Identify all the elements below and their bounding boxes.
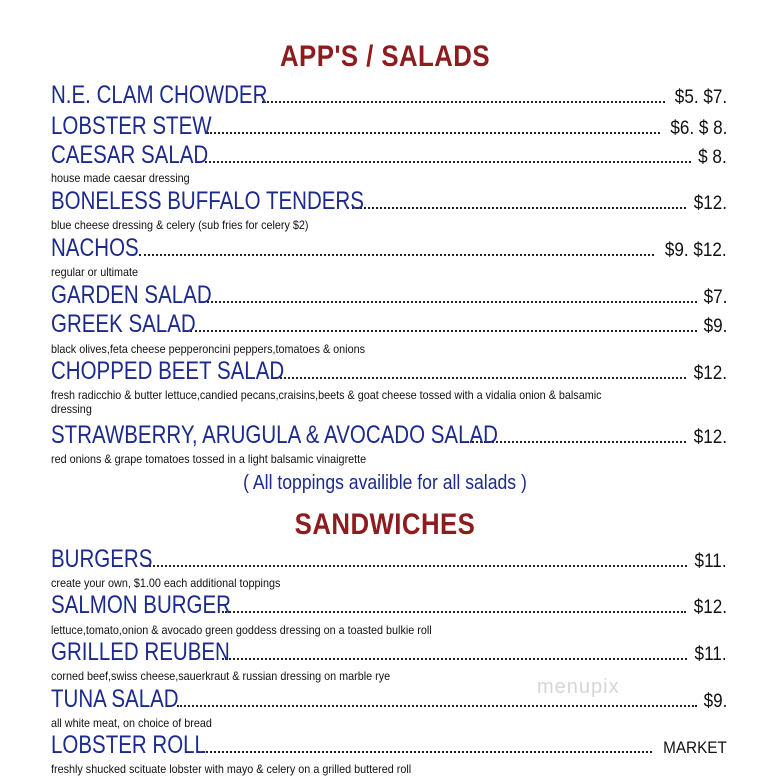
item-price: $12.: [693, 193, 727, 214]
item-name: LOBSTER ROLL: [51, 731, 206, 759]
item-price: $11.: [694, 644, 727, 665]
menu-item: [51, 141, 727, 171]
item-name: N.E. CLAM CHOWDER: [51, 81, 268, 109]
item-price: $12.: [693, 363, 727, 384]
menu-item: [51, 638, 727, 668]
menu-item: [51, 421, 727, 451]
item-description: regular or ultimate: [51, 265, 139, 279]
menu-item: [51, 731, 727, 761]
dot-leader: [467, 440, 686, 443]
item-description: fresh radicchio & butter lettuce,candied pecans,craisins,beets & goat cheese tossed with a vidalia onion & balsamic dressing: [51, 388, 602, 416]
item-name: GREEK SALAD: [51, 310, 196, 338]
menu-item: [51, 357, 727, 387]
item-price: $5. $7.: [674, 87, 727, 108]
item-price: $9. $12.: [665, 240, 727, 261]
dot-leader: [139, 253, 654, 256]
item-name: GRILLED REUBEN: [51, 638, 230, 666]
item-name: NACHOS: [51, 234, 139, 262]
item-description: corned beef,swiss cheese,sauerkraut & russian dressing on marble rye: [51, 669, 391, 683]
menu-item: [51, 112, 727, 142]
dot-leader: [222, 610, 686, 613]
item-name: LOBSTER STEW: [51, 112, 212, 140]
dot-leader: [177, 704, 697, 707]
item-description: lettuce,tomato,onion & avocado green goddess dressing on a toasted bulkie roll: [51, 623, 432, 637]
dot-leader: [207, 300, 697, 303]
dot-leader: [262, 100, 665, 103]
item-price: $7.: [703, 287, 727, 308]
item-description: create your own, $1.00 each additional toppings: [51, 576, 281, 590]
item-price: MARKET: [663, 738, 727, 757]
item-name: BONELESS BUFFALO TENDERS: [51, 187, 364, 215]
item-description: black olives,feta cheese pepperoncini peppers,tomatoes & onions: [51, 342, 366, 356]
item-description: freshly shucked scituate lobster with mayo & celery on a grilled buttered roll: [51, 762, 412, 776]
menu-item: [51, 591, 727, 621]
menu-item: [51, 81, 727, 111]
menu-item: [51, 685, 727, 715]
item-name: BURGERS: [51, 545, 153, 573]
dot-leader: [149, 564, 687, 567]
item-description: house made caesar dressing: [51, 171, 190, 185]
item-description: blue cheese dressing & celery (sub fries for celery $2): [51, 218, 309, 232]
item-price: $9.: [703, 316, 727, 337]
item-name: GARDEN SALAD: [51, 281, 212, 309]
item-name: CHOPPED BEET SALAD: [51, 357, 285, 385]
item-name: CAESAR SALAD: [51, 141, 209, 169]
dot-leader: [222, 657, 687, 660]
item-description: red onions & grape tomatoes tossed in a light balsamic vinaigrette: [51, 452, 367, 466]
item-price: $6. $ 8.: [669, 118, 727, 139]
menu-item: [51, 234, 727, 264]
dot-leader: [190, 329, 697, 332]
item-price: $12.: [693, 427, 727, 448]
dot-leader: [275, 376, 686, 379]
item-price: $9.: [703, 691, 727, 712]
item-name: STRAWBERRY, ARUGULA & AVOCADO SALAD: [51, 421, 498, 449]
menu-item: [51, 310, 727, 340]
item-price: $11.: [694, 551, 727, 572]
dot-leader: [207, 131, 660, 134]
menu-item: [51, 187, 727, 217]
item-price: $12.: [693, 597, 727, 618]
item-description: all white meat, on choice of bread: [51, 716, 212, 730]
menu-item: [51, 545, 727, 575]
apps-salads-heading: APP'S / SALADS: [279, 40, 491, 73]
watermark: menupix: [537, 676, 620, 698]
item-name: SALMON BURGER: [51, 591, 231, 619]
dot-leader: [197, 750, 652, 753]
item-name: TUNA SALAD: [51, 685, 179, 713]
toppings-note: ( All toppings availible for all salads ): [243, 472, 527, 494]
sandwiches-heading: SANDWICHES: [294, 508, 476, 541]
dot-leader: [347, 206, 686, 209]
item-price: $ 8.: [698, 147, 727, 168]
menu-item: [51, 281, 727, 311]
dot-leader: [205, 160, 691, 163]
